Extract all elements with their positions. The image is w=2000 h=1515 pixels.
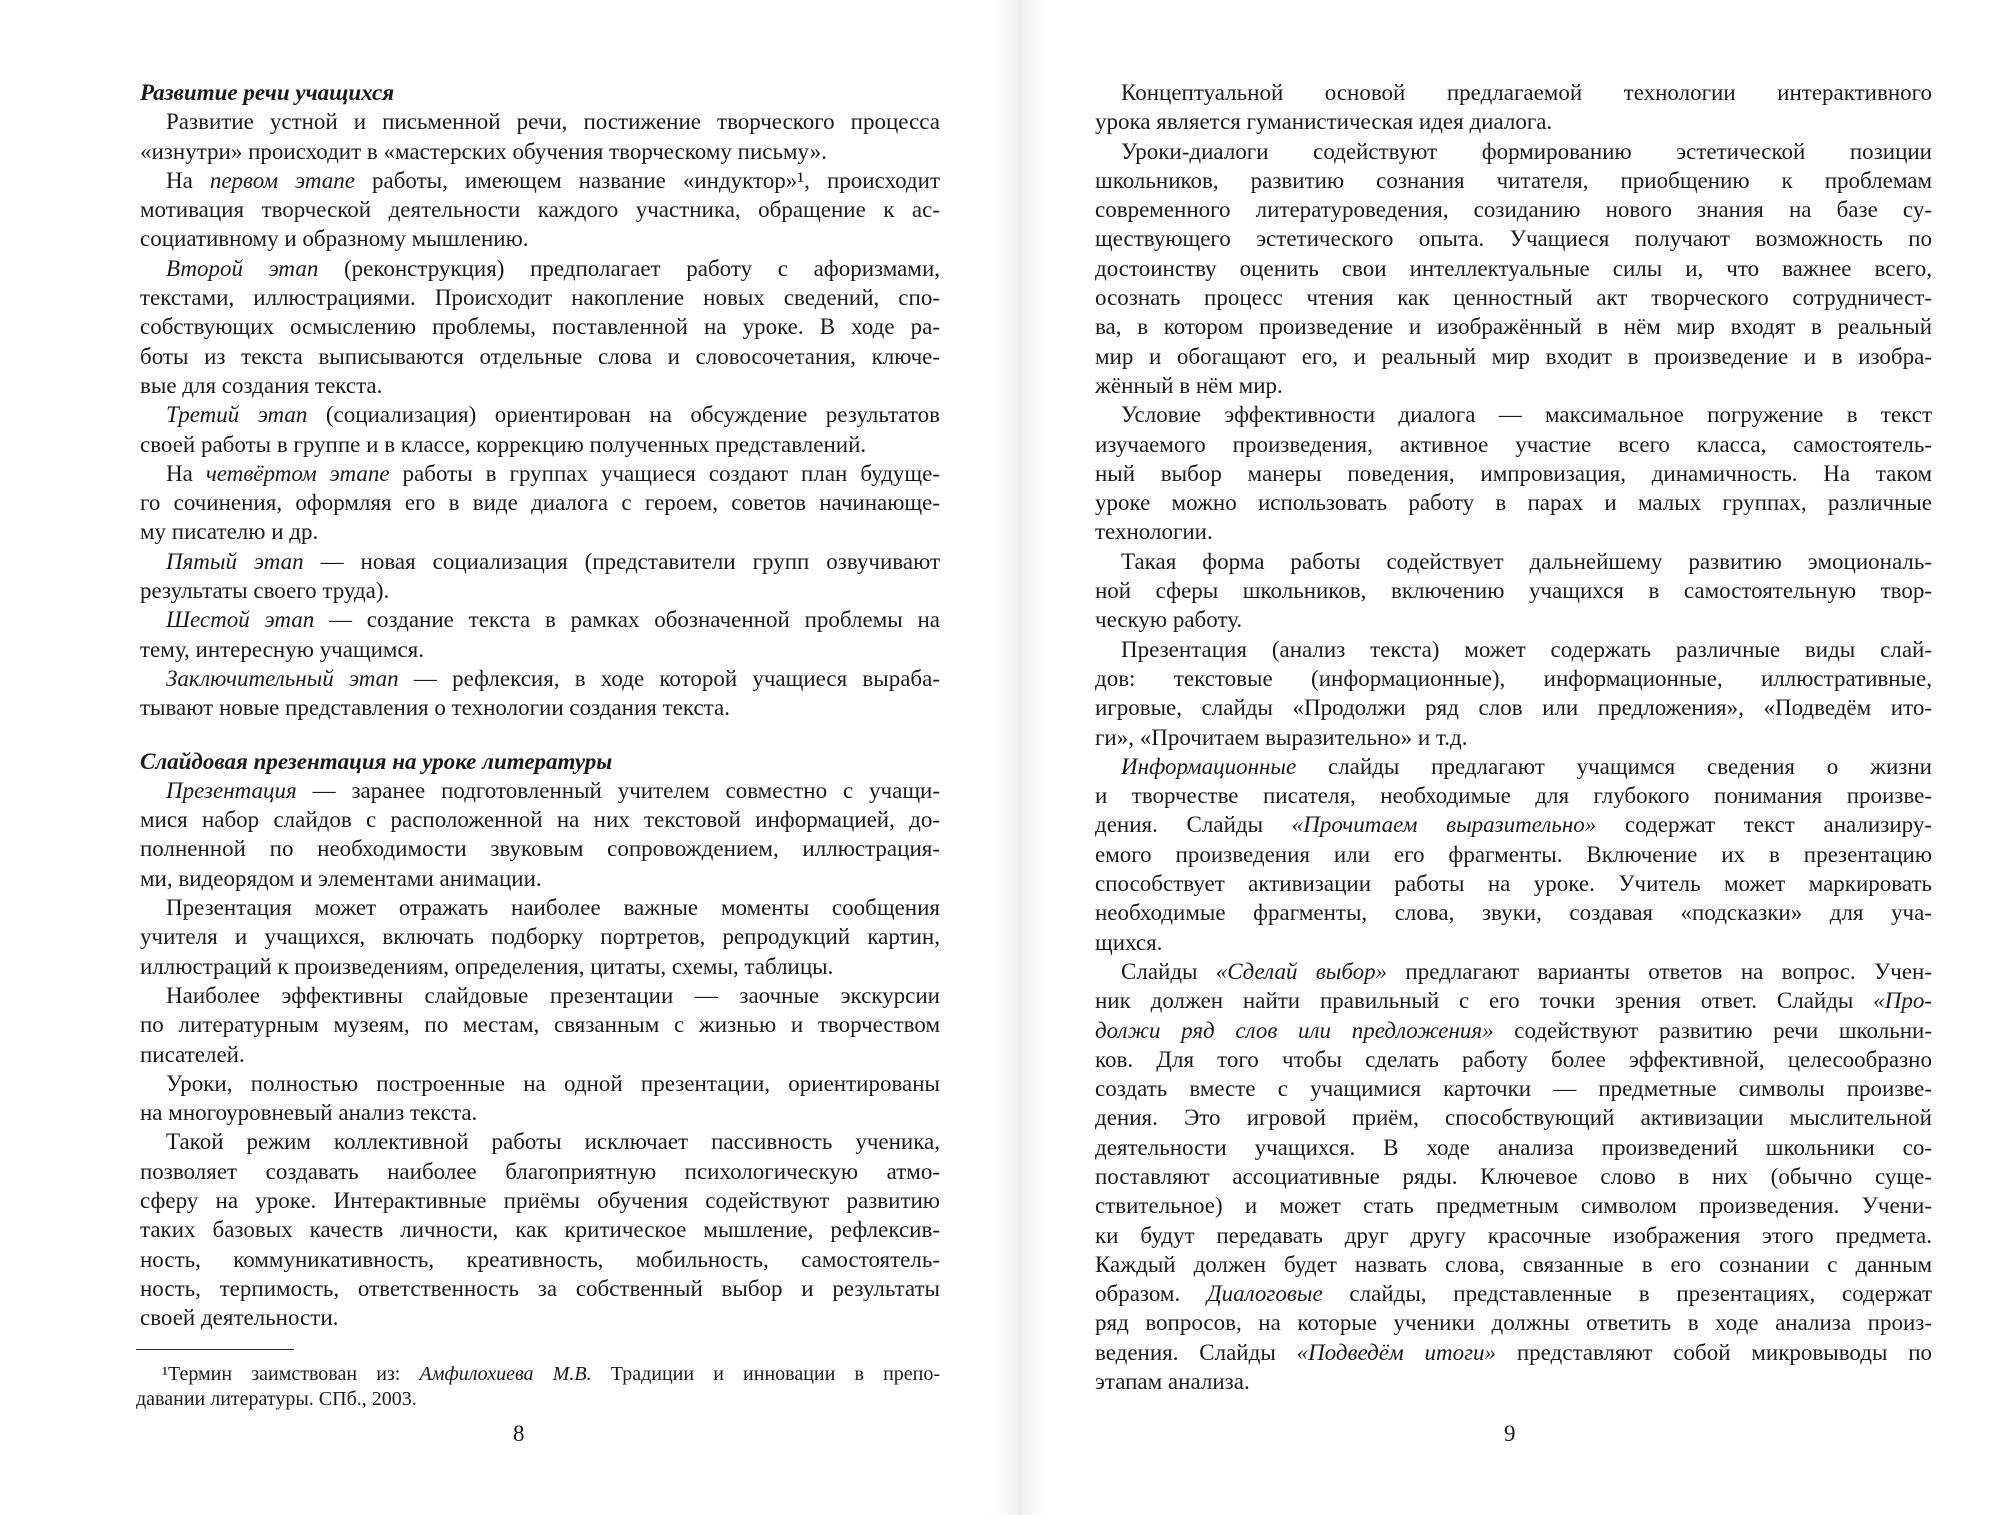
text-segment: — рефлексия, в ходе которой учащиеся выраба-: [398, 665, 940, 691]
text-line: [140, 664, 940, 693]
footnote-rule: [136, 1349, 294, 1350]
text-segment: результаты своего труда).: [140, 578, 390, 604]
right-page-text: [1095, 78, 1932, 1396]
text-segment: представляют собой микровыводы по: [1496, 1339, 1932, 1365]
text-line: [1095, 254, 1932, 283]
italic-term: Второй этап: [166, 255, 319, 281]
text-segment: слайды предлагают учащимся сведения о жизни: [1296, 753, 1932, 779]
text-segment: мотивация творческой деятельности каждого участника, обращение к ас-: [140, 197, 940, 223]
text-segment: ческую работу.: [1095, 607, 1243, 633]
text-segment: работы в группах учащиеся создают план будуще-: [389, 460, 940, 486]
text-line: [140, 776, 940, 805]
text-segment: вые для создания текста.: [140, 372, 383, 398]
text-segment: способствует активизации работы на уроке. Учитель может маркировать: [1095, 871, 1932, 897]
footnote: [136, 1362, 940, 1412]
text-segment: осознать процесс чтения как ценностный акт творческого сотрудничест-: [1095, 285, 1932, 311]
text-segment: ков. Для того чтобы сделать работу более эффективной, целесообразно: [1095, 1046, 1932, 1072]
text-segment: ный выбор манеры поведения, импровизация, динамичность. На таком: [1095, 460, 1932, 486]
text-line: [140, 195, 940, 224]
italic-term: «Про-: [1873, 988, 1932, 1014]
text-segment: тему, интересную учащимся.: [140, 636, 425, 662]
text-segment: емого произведения или его фрагменты. Включение их в презентацию: [1095, 841, 1932, 867]
text-segment: необходимые фрагменты, слова, звуки, создавая «подсказки» для уча-: [1095, 900, 1932, 926]
page-number-left: 8: [513, 1421, 525, 1446]
text-segment: ществующего эстетического опыта. Учащиеся получают возможность по: [1095, 226, 1932, 252]
text-line: [1095, 986, 1932, 1015]
text-line: [1095, 693, 1932, 722]
text-line: [1095, 1191, 1932, 1220]
text-segment: писателей.: [140, 1041, 245, 1067]
text-line: [140, 342, 940, 371]
text-line: [140, 459, 940, 488]
text-segment: На: [166, 460, 206, 486]
text-line: [1095, 1279, 1932, 1308]
text-segment: дов: текстовые (информационные), информационные, иллюстративные,: [1095, 665, 1932, 691]
text-segment: образом.: [1095, 1281, 1207, 1307]
text-segment: иллюстраций к произведениям, определения, цитаты, схемы, таблицы.: [140, 953, 834, 979]
text-line: [140, 283, 940, 312]
text-segment: на многоуровневый анализ текста.: [140, 1100, 478, 1126]
text-segment: ность, коммуникативность, креативность, мобильность, самостоятель-: [140, 1246, 940, 1272]
text-line: [140, 371, 940, 400]
text-segment: Слайды: [1121, 958, 1216, 984]
paragraph: [140, 459, 940, 547]
text-line: [140, 1010, 940, 1039]
text-line: [1095, 166, 1932, 195]
text-line: [1095, 840, 1932, 869]
italic-term: «Подведём итоги»: [1296, 1339, 1497, 1365]
text-segment: уроке можно использовать работу в парах и малых группах, различные: [1095, 490, 1932, 516]
text-segment: ряд вопросов, на которые ученики должны ответить в ходе анализа произ-: [1095, 1310, 1932, 1336]
text-segment: по литературным музеям, по местам, связанным с жизнью и творчеством: [140, 1012, 940, 1038]
text-line: [1095, 137, 1932, 166]
text-line: [1095, 430, 1932, 459]
text-segment: сферу на уроке. Интерактивные приёмы обучения содействуют развитию: [140, 1187, 940, 1213]
text-line: [140, 864, 940, 893]
text-line: [140, 635, 940, 664]
text-line: [1095, 957, 1932, 986]
text-segment: содержат текст анализиру-: [1596, 812, 1932, 838]
paragraph: [1095, 78, 1932, 137]
text-segment: содействуют развитию речи школьни-: [1493, 1017, 1932, 1043]
text-segment: го сочинения, оформляя его в виде диалога с героем, советов начинающе-: [140, 490, 940, 516]
text-line: [1095, 400, 1932, 429]
text-segment: своей работы в группе и в классе, коррекцию полученных представлений.: [140, 431, 867, 457]
text-segment: учителя и учащихся, включать подборку портретов, репродукций картин,: [140, 924, 940, 950]
text-line: [1095, 1074, 1932, 1103]
paragraph: [140, 776, 940, 893]
paragraph: [1095, 635, 1932, 752]
text-line: [1095, 898, 1932, 927]
text-segment: ги», «Прочитаем выразительно» и т.д.: [1095, 724, 1468, 750]
paragraph: [140, 1127, 940, 1332]
text-segment: му писателю и др.: [140, 519, 319, 545]
text-line: [140, 1274, 940, 1303]
italic-term: «Прочитаем выразительно»: [1291, 812, 1597, 838]
text-line: [1095, 576, 1932, 605]
paragraph: [140, 107, 940, 166]
paragraph: [1095, 137, 1932, 401]
text-line: [140, 1127, 940, 1156]
text-segment: работы, имеющем название «индуктор»¹, происходит: [355, 167, 940, 193]
left-page-text: [140, 78, 940, 1332]
paragraph: [140, 664, 940, 723]
italic-term: четвёртом этапе: [205, 460, 390, 486]
text-line: [1095, 1045, 1932, 1074]
text-segment: и творчестве писателя, необходимые для глубокого понимания произве-: [1095, 783, 1932, 809]
text-segment: ми, видеорядом и элементами анимации.: [140, 865, 542, 891]
text-line: [1095, 1367, 1932, 1396]
italic-term: Информационные: [1121, 753, 1297, 779]
text-line: [140, 107, 940, 136]
text-segment: ник должен найти правильный с его точки зрения ответ. Слайды: [1095, 988, 1874, 1014]
text-segment: — новая социализация (представители групп озвучивают: [303, 548, 940, 574]
text-segment: ¹Термин заимствован из:: [162, 1363, 420, 1385]
text-line: [140, 400, 940, 429]
text-segment: (социализация) ориентирован на обсуждение результатов: [307, 402, 940, 428]
italic-term: должи ряд слов или предложения»: [1095, 1017, 1494, 1043]
text-line: [140, 137, 940, 166]
paragraph: [140, 981, 940, 1069]
text-segment: дения. Это игровой приём, способствующий активизации мыслительной: [1095, 1105, 1932, 1131]
text-line: [1095, 1221, 1932, 1250]
text-line: [1095, 1133, 1932, 1162]
text-segment: Уроки-диалоги содействуют формированию эстетической позиции: [1121, 138, 1932, 164]
text-segment: ствительное) и может стать предметным символом произведения. Учени-: [1095, 1193, 1932, 1219]
text-segment: — заранее подготовленный учителем совместно с учащи-: [296, 777, 940, 803]
text-segment: слайды, представленные в презентациях, содержат: [1322, 1281, 1932, 1307]
text-segment: На: [166, 167, 210, 193]
text-line: [140, 1303, 940, 1332]
italic-term: «Сделай выбор»: [1215, 958, 1388, 984]
text-segment: ной сферы школьников, включению учащихся в самостоятельную твор-: [1095, 578, 1932, 604]
text-segment: Уроки, полностью построенные на одной презентации, ориентированы: [166, 1070, 940, 1096]
italic-term: Шестой этап: [166, 607, 315, 633]
text-segment: — создание текста в рамках обозначенной проблемы на: [314, 607, 940, 633]
text-line: [140, 981, 940, 1010]
text-line: [140, 166, 940, 195]
text-line: [1095, 664, 1932, 693]
text-segment: достоинству оценить свои интеллектуальные силы и, что важнее всего,: [1095, 255, 1932, 281]
text-segment: Такой режим коллективной работы исключает пассивность ученика,: [166, 1129, 940, 1155]
text-segment: тывают новые представления о технологии создания текста.: [140, 695, 730, 721]
text-line: [1095, 78, 1932, 107]
paragraph: [140, 893, 940, 981]
text-line: [1095, 371, 1932, 400]
italic-term: Диалоговые: [1206, 1281, 1323, 1307]
paragraph: [140, 254, 940, 400]
text-segment: «изнутри» происходит в «мастерских обучения творческому письму».: [140, 138, 827, 164]
text-segment: ность, терпимость, ответственность за собственный выбор и результаты: [140, 1275, 940, 1301]
text-segment: школьников, развитию сознания читателя, приобщению к проблемам: [1095, 167, 1932, 193]
paragraph: [1095, 547, 1932, 635]
italic-term: Заключительный этап: [166, 665, 399, 691]
paragraph: [140, 400, 940, 459]
text-line: [1095, 224, 1932, 253]
text-segment: Презентация может отражать наиболее важные моменты сообщения: [166, 895, 940, 921]
italic-term: Третий этап: [166, 402, 308, 428]
text-line: [1095, 342, 1932, 371]
text-segment: современного литературоведения, созиданию нового знания на базе су-: [1095, 197, 1932, 223]
text-line: [1095, 635, 1932, 664]
text-segment: поставляют ассоциативные ряды. Ключевое слово в них (обычно суще-: [1095, 1163, 1932, 1189]
text-line: [1095, 517, 1932, 546]
text-segment: Наиболее эффективны слайдовые презентации — заочные экскурсии: [166, 982, 940, 1008]
text-line: [1095, 1308, 1932, 1337]
text-segment: создать вместе с учащимися карточки — предметные символы произве-: [1095, 1076, 1932, 1102]
text-segment: игровые, слайды «Продолжи ряд слов или предложения», «Подведём ито-: [1095, 695, 1932, 721]
paragraph: [1095, 752, 1932, 957]
text-line: [140, 1245, 940, 1274]
text-line: [140, 254, 940, 283]
text-segment: Развитие устной и письменной речи, постижение творческого процесса: [166, 109, 940, 135]
text-line: [140, 1157, 940, 1186]
text-segment: собствующих осмыслению проблемы, поставленной на уроке. В ходе ра-: [140, 314, 940, 340]
paragraph: [140, 166, 940, 254]
text-line: [1095, 283, 1932, 312]
text-line: [140, 1069, 940, 1098]
text-line: [1095, 752, 1932, 781]
text-segment: боты из текста выписываются отдельные слова и словосочетания, ключе-: [140, 343, 940, 369]
text-segment: Условие эффективности диалога — максимальное погружение в текст: [1121, 402, 1932, 428]
italic-term: Пятый этап: [166, 548, 304, 574]
text-segment: позволяет создавать наиболее благоприятную психологическую атмо-: [140, 1158, 940, 1184]
text-line: [1095, 195, 1932, 224]
section-heading: Слайдовая презентация на уроке литературы: [140, 748, 613, 774]
text-segment: ки будут передавать друг другу красочные изображения этого предмета.: [1095, 1222, 1932, 1248]
text-line: [140, 430, 940, 459]
text-line: [140, 893, 940, 922]
text-segment: давании литературы. СПб., 2003.: [136, 1388, 417, 1410]
italic-term: Амфилохиева М.В.: [419, 1363, 592, 1385]
text-line: [140, 922, 940, 951]
text-line: [1095, 547, 1932, 576]
paragraph: [140, 1069, 940, 1128]
paragraph: [1095, 400, 1932, 546]
text-segment: изучаемого произведения, активное участие всего класса, самостоятель-: [1095, 431, 1932, 457]
text-line: [1095, 723, 1932, 752]
text-segment: деятельности учащихся. В ходе анализа произведений школьники со-: [1095, 1134, 1932, 1160]
text-segment: ва, в котором произведение и изображённый в нём мир входят в реальный: [1095, 314, 1932, 340]
text-line: [140, 1215, 940, 1244]
section-heading: Развитие речи учащихся: [140, 80, 395, 105]
text-line: [1095, 928, 1932, 957]
text-line: [140, 576, 940, 605]
text-line: [136, 1362, 940, 1387]
text-segment: Каждый должен будет назвать слова, связанные в его сознании с данным: [1095, 1251, 1932, 1277]
text-segment: своей деятельности.: [140, 1305, 339, 1331]
text-line: [140, 1186, 940, 1215]
text-segment: таких базовых качеств личности, как критическое мышление, рефлексив-: [140, 1217, 940, 1243]
text-line: [140, 605, 940, 634]
text-line: [1095, 1250, 1932, 1279]
text-line: [140, 805, 940, 834]
text-line: [140, 312, 940, 341]
text-line: [1095, 869, 1932, 898]
text-line: [1095, 1162, 1932, 1191]
book-gutter: [990, 0, 1050, 1515]
text-line: [1095, 1338, 1932, 1367]
italic-term: Презентация: [166, 777, 297, 803]
text-segment: (реконструкция) предполагает работу с афоризмами,: [318, 255, 940, 281]
text-line: [140, 834, 940, 863]
text-line: [1095, 1016, 1932, 1045]
text-segment: технологии.: [1095, 519, 1213, 545]
text-line: [140, 517, 940, 546]
text-line: [140, 693, 940, 722]
text-segment: текстами, иллюстрациями. Происходит накопление новых сведений, спо-: [140, 285, 940, 311]
text-line: [140, 1040, 940, 1069]
text-line: [1095, 312, 1932, 341]
text-segment: социативному и образному мышлению.: [140, 226, 529, 252]
text-line: [1095, 810, 1932, 839]
text-segment: ведения. Слайды: [1095, 1339, 1297, 1365]
text-line: [140, 488, 940, 517]
text-line: [1095, 459, 1932, 488]
text-segment: предлагают варианты ответов на вопрос. Учен-: [1387, 958, 1932, 984]
text-segment: урока является гуманистическая идея диалога.: [1095, 109, 1553, 135]
text-line: [1095, 605, 1932, 634]
text-segment: Презентация (анализ текста) может содержать различные виды слай-: [1121, 636, 1932, 662]
text-segment: дения. Слайды: [1095, 812, 1292, 838]
text-segment: Концептуальной основой предлагаемой технологии интерактивного: [1121, 80, 1932, 105]
italic-term: первом этапе: [209, 167, 355, 193]
text-line: [140, 547, 940, 576]
text-line: [140, 1098, 940, 1127]
paragraph: [140, 605, 940, 664]
text-segment: жённый в нём мир.: [1095, 372, 1283, 398]
text-line: [140, 952, 940, 981]
text-segment: Такая форма работы содействует дальнейшему развитию эмоциональ-: [1121, 548, 1932, 574]
text-line: [1095, 107, 1932, 136]
text-segment: полненной по необходимости звуковым сопровождением, иллюстрация-: [140, 836, 940, 862]
text-line: [1095, 781, 1932, 810]
text-segment: мир и обогащают его, и реальный мир входит в произведение и в изобра-: [1095, 343, 1932, 369]
text-line: [1095, 488, 1932, 517]
paragraph: [1095, 957, 1932, 1396]
text-line: [140, 224, 940, 253]
text-segment: мися набор слайдов с расположенной на них текстовой информацией, до-: [140, 807, 940, 833]
paragraph: [140, 547, 940, 606]
text-segment: этапам анализа.: [1095, 1369, 1250, 1395]
text-segment: Традиции и инновации в препо-: [591, 1363, 940, 1385]
text-segment: щихся.: [1095, 929, 1163, 955]
text-line: [136, 1387, 940, 1412]
page-number-right: 9: [1504, 1421, 1516, 1446]
text-line: [1095, 1103, 1932, 1132]
